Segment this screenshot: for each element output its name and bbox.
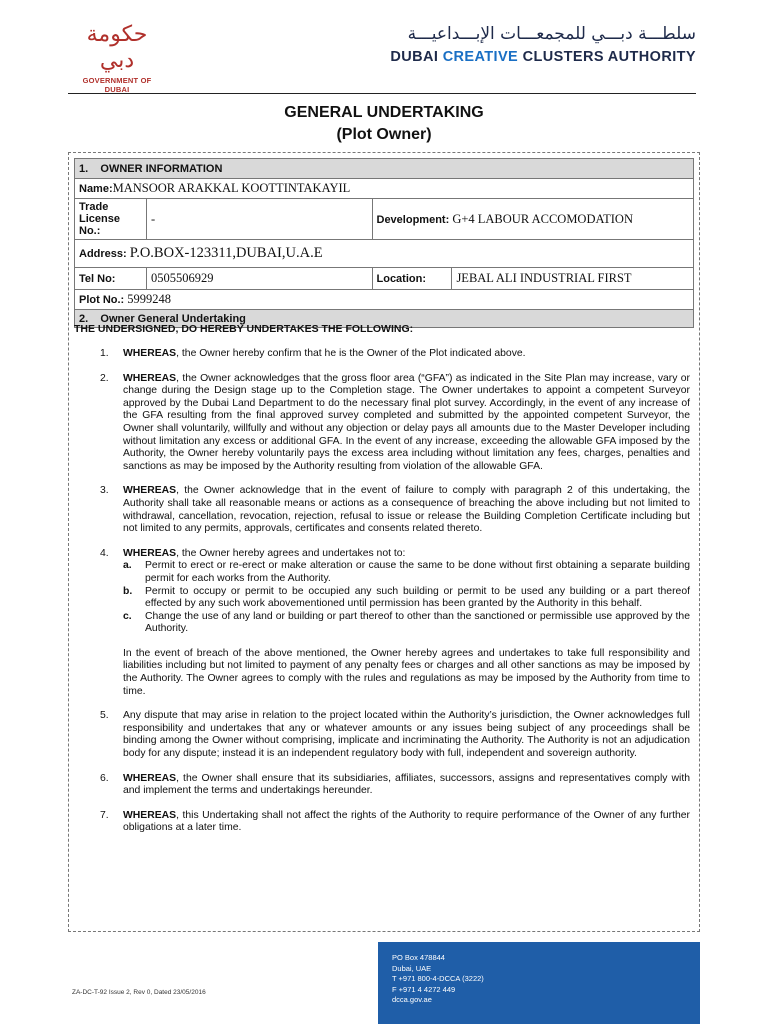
clause-number: 3. bbox=[100, 485, 109, 497]
whereas-keyword: WHEREAS bbox=[123, 348, 177, 359]
sub-clause-text: Permit to occupy or permit to be occupied any such building or permit to be used any building or a part thereof effected by any such work abovementioned until permission has been granted by the Authority in this behalf. bbox=[145, 585, 690, 610]
title-line-1: GENERAL UNDERTAKING bbox=[284, 104, 484, 121]
plot-label: Plot No.: bbox=[79, 294, 125, 306]
footer-website-link[interactable]: dcca.gov.ae bbox=[392, 995, 432, 1004]
header-divider bbox=[68, 93, 696, 94]
clause-body: , the Owner shall ensure that its subsidiaries, affiliates, successors, assigns and representatives comply with and implement the terms and undertakings hereunder. bbox=[123, 772, 690, 797]
undersigned-statement: THE UNDERSIGNED, DO HEREBY UNDERTAKES THE FOLLOWING: bbox=[74, 323, 414, 335]
trade-label-line-2: License No.: bbox=[79, 213, 120, 237]
sub-clause-b bbox=[123, 586, 690, 611]
clause-3 bbox=[100, 485, 690, 535]
clause-body: , this Undertaking shall not affect the rights of the Authority to require performance of the Owner of any further obligations at a later time. bbox=[123, 809, 690, 834]
section-2-heading: 2. Owner General Undertaking bbox=[75, 310, 694, 328]
clause-text bbox=[123, 485, 690, 535]
whereas-keyword: WHEREAS bbox=[123, 809, 177, 821]
footer-phone: T +971 800-4-DCCA (3222) bbox=[392, 974, 484, 983]
dcca-logo-arabic: سلطـــة دبـــي للمجمعـــات الإبـــداعيـــة bbox=[407, 24, 696, 44]
address-row bbox=[75, 240, 694, 268]
tel-value: 0505506929 bbox=[146, 268, 372, 290]
sub-clause-text: Permit to erect or re-erect or make alteration or cause the same to be done without first obtaining a separate building permit for each works from the Authority. bbox=[145, 560, 690, 584]
footer-fax: F +971 4 4272 449 bbox=[392, 984, 456, 994]
clause-text bbox=[123, 773, 690, 798]
trade-license-label bbox=[75, 199, 147, 240]
sub-clause-text: Change the use of any land or building or part thereof to other than the sanctioned or permissible use approved by the Authority. bbox=[145, 610, 690, 635]
whereas-keyword: WHEREAS bbox=[123, 772, 177, 784]
clause-number: 1. bbox=[100, 348, 109, 359]
clause-6 bbox=[100, 773, 690, 798]
clause-4 bbox=[100, 548, 690, 699]
whereas-keyword: WHEREAS bbox=[123, 547, 177, 559]
name-label: Name: bbox=[79, 183, 113, 195]
trade-label-line-1: Trade bbox=[79, 201, 109, 213]
gov-logo-arabic: حكومة دبي bbox=[86, 22, 148, 73]
development-label: Development: bbox=[376, 213, 450, 226]
gov-logo-english: GOVERNMENT OF DUBAI bbox=[82, 76, 152, 94]
development-value: G+4 LABOUR ACCOMODATION bbox=[452, 211, 633, 226]
clause-2 bbox=[100, 373, 690, 474]
plot-row bbox=[75, 290, 694, 310]
clause-number: 5. bbox=[100, 710, 109, 722]
title-line-2: (Plot Owner) bbox=[336, 126, 432, 143]
plot-value: 5999248 bbox=[127, 292, 172, 306]
address-label: Address: bbox=[79, 248, 127, 260]
government-of-dubai-logo bbox=[72, 22, 162, 94]
clause-number: 2. bbox=[100, 372, 109, 384]
location-label: Location: bbox=[372, 268, 452, 290]
owner-info-table bbox=[74, 158, 694, 328]
trade-license-value: - bbox=[146, 199, 372, 240]
dcca-word-dubai: DUBAI bbox=[390, 49, 439, 65]
location-value: JEBAL ALI INDUSTRIAL FIRST bbox=[452, 268, 694, 290]
clause-body: , the Owner hereby confirm that he is the Owner of the Plot indicated above. bbox=[176, 348, 526, 359]
clause-body: , the Owner acknowledges that the gross floor area (“GFA”) as indicated in the Site Plan may increase, vary or change during the Design stage up to the Completion stage. The Owner undertakes to appoint a competent Surveyor approved by the Dubai Land Department to do the necessary final plot survey. Accordingly, in the event of any increase of the GFA resulting from the final approved survey completed and submitted by the appointed competent Surveyor, the Owner shall voluntarily, willfully and without any objection or delay pays all amounts due to the Master Developer including without limitation any excess or additional GFA. In the event of any increase, exceeding the allowable GFA imposed by the Authority, the Owner hereby voluntarily pays the excess area including without limitation any fees, charges, penalties and sanctions as may be imposed by the Authority resulting from violation of the allowable GFA. bbox=[123, 372, 690, 472]
clause-number: 4. bbox=[100, 547, 109, 559]
document-title bbox=[0, 102, 768, 146]
dcca-word-creative: CREATIVE bbox=[442, 49, 519, 65]
clause-text bbox=[123, 348, 690, 361]
footer-po-box: PO Box 478844 bbox=[392, 953, 445, 962]
sub-clause-letter: a. bbox=[123, 560, 132, 572]
sub-clause-a bbox=[123, 560, 690, 585]
clause-text bbox=[123, 810, 690, 835]
footer-city: Dubai, UAE bbox=[392, 963, 432, 973]
clause-number: 6. bbox=[100, 772, 109, 784]
whereas-keyword: WHEREAS bbox=[123, 485, 177, 497]
dcca-logo bbox=[390, 22, 696, 65]
clause-body: Any dispute that may arise in relation to the project located within the Authority’s jurisdiction, the Owner acknowledges full responsibility and undertakes that any or whatever amounts or any issues being subject of any proceedings shall be binding among the Owner without comprising, implicate and incriminating the Authority. The Authority is not an adjudication body for any dispute; instead it is an independent regulatory body with full, independent and sovereign authority. bbox=[123, 710, 690, 760]
sub-clause-letter: b. bbox=[123, 585, 133, 597]
clause-number: 7. bbox=[100, 809, 109, 821]
dcca-word-clusters: CLUSTERS AUTHORITY bbox=[522, 49, 696, 65]
clause-4-breach-paragraph: In the event of breach of the above mentioned, the Owner hereby agrees and undertakes to take full responsibility and liabilities including but not limited to payment of any penalty fees or charges and all other sanctions as may be imposed by the Authority. The Owner agrees to comply with the rules and regulations as may be imposed by the Authority from time to time. bbox=[123, 647, 690, 697]
tel-label: Tel No: bbox=[75, 268, 147, 290]
document-code: ZA-DC-T-92 Issue 2, Rev 0, Dated 23/05/2016 bbox=[72, 989, 206, 996]
clause-text bbox=[123, 373, 690, 474]
name-value: MANSOOR ARAKKAL KOOTTINTAKAYIL bbox=[112, 181, 351, 195]
clause-5 bbox=[100, 710, 690, 760]
section-1-heading: 1. OWNER INFORMATION bbox=[75, 159, 694, 179]
dcca-logo-english bbox=[390, 49, 696, 65]
contact-footer bbox=[378, 942, 700, 1024]
whereas-keyword: WHEREAS bbox=[123, 372, 177, 384]
clauses-list bbox=[100, 348, 690, 847]
clause-7 bbox=[100, 810, 690, 835]
sub-clause-letter: c. bbox=[123, 610, 132, 622]
clause-text bbox=[123, 548, 690, 699]
clause-body: , the Owner hereby agrees and undertakes not to: bbox=[176, 547, 406, 559]
address-value: P.O.BOX-123311,DUBAI,U.A.E bbox=[129, 245, 323, 261]
clause-body: , the Owner acknowledge that in the event of failure to comply with paragraph 2 of this undertaking, the Authority shall take all reasonable means or actions as a consequence of breaching the above including but not limited to withdrawal, cancellation, revocation, rejection, refusal to issue or release the Building Completion Certificate including but not limited to any permits, approvals, certificates and consents related thereto. bbox=[123, 485, 690, 535]
name-row bbox=[75, 179, 694, 199]
development-cell bbox=[372, 199, 694, 240]
clause-1 bbox=[100, 348, 690, 361]
sub-clause-c bbox=[123, 611, 690, 636]
